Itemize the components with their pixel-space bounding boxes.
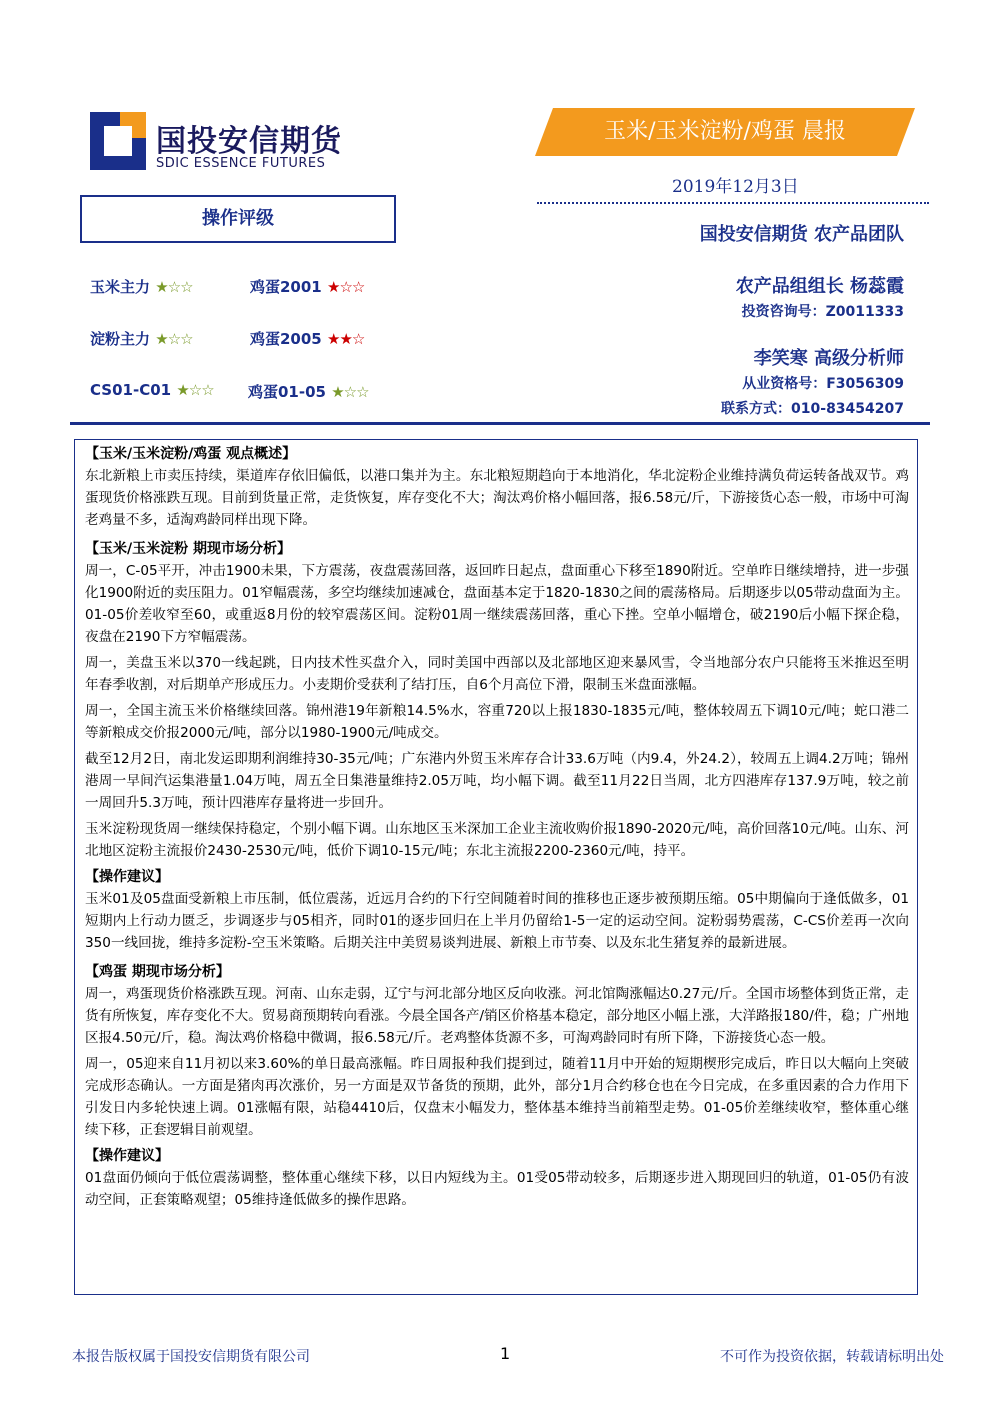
rating-item [90,381,214,399]
author-primary-cert: 投资咨询号：Z0011333 [741,304,904,320]
report-title: 玉米/玉米淀粉/鸡蛋 晨报 [604,119,846,144]
logo-mark-icon [90,112,146,170]
author-secondary-cert: 从业资格号：F3056309 [742,376,904,392]
star-empty-icon: ☆ [356,383,369,401]
report-content [74,439,918,1295]
paragraph: 玉米淀粉现货周一继续保持稳定，个别小幅下调。山东地区玉米深加工企业主流收购价报1890-2020元/吨，高价回落10元/吨。山东、河北地区淀粉主流报价2430-2530元/吨，低价下调10-15元/吨；东北主流报2200-2360元/吨，持平。 [85,821,909,859]
rating-label: 鸡蛋2005 [250,330,322,348]
paragraph: 周一，05迎来自11月初以来3.60%的单日最高涨幅。昨日周报种我们提到过，随着11月中开始的短期楔形完成后，昨日以大幅向上突破完成形态确认。一方面是猪肉再次涨价，另一方面是双节备货的预期，此外，部分1月合约移仓也在今日完成，在多重因素的合力作用下引发日内多轮快速上调。01涨幅有限，站稳4410后，仅盘末小幅发力，整体基本维持当前箱型走势。01-05价差继续收窄，整体重心继续下移，正套逻辑目前观望。 [85,1056,909,1138]
team-name: 国投安信期货 农产品团队 [699,224,904,245]
paragraph: 01盘面仍倾向于低位震荡调整，整体重心继续下移，以日内短线为主。01受05带动较多，后期逐步进入期现回归的轨道，01-05仍有波动空间，正套策略观望；05维持逢低做多的操作思路。 [85,1170,909,1208]
company-logo [90,112,350,182]
star-empty-icon: ☆ [180,330,193,348]
star-empty-icon: ☆ [343,383,357,401]
rating-stars [176,381,213,399]
star-filled-icon: ★ [155,330,168,348]
paragraph: 玉米01及05盘面受新粮上市压制，低位震荡，近远月合约的下行空间随着时间的推移也正逐步被预期压缩。05中期偏向于逢低做多，01短期内上行动力匮乏，步调逐步与05相齐，同时01的逐步回归在上半月仍留给1-5一定的运动空间。淀粉弱势震荡，C-CS价差再一次向350一线回拢，维持多淀粉-空玉米策略。后期关注中美贸易谈判进展、新粮上市节奏、以及东北生猪复养的最新进展。 [85,891,909,951]
dotted-divider [537,202,929,204]
star-empty-icon: ☆ [188,381,202,399]
rating-label: CS01-C01 [90,381,172,399]
paragraph: 周一，全国主流玉米价格继续回落。锦州港19年新粮14.5%水，容重720以上报1830-1835元/吨，整体较周五下调10元/吨；蛇口港二等新粮成交价报2000元/吨，部分以1980-1900元/吨成交。 [85,703,909,741]
section-title: 【操作建议】 [85,1148,169,1164]
star-filled-icon: ★ [326,330,340,348]
star-empty-icon: ☆ [180,278,193,296]
star-empty-icon: ☆ [201,381,214,399]
rating-item [90,276,193,297]
star-filled-icon: ★ [331,383,344,401]
report-title-banner [535,108,915,156]
rating-box: 操作评级 [80,195,396,243]
star-empty-icon: ☆ [339,278,352,296]
rating-item [250,276,364,297]
section-title: 【玉米/玉米淀粉 期现市场分析】 [85,541,291,557]
footer-copyright: 本报告版权属于国投安信期货有限公司 [72,1349,310,1365]
paragraph: 截至12月2日，南北发运即期利润维持30-35元/吨；广东港内外贸玉米库存合计33.6万吨（内9.4，外24.2），较周五上调4.2万吨；锦州港周一早间汽运集港量1.04万吨，周五全日集港量维持2.05万吨，均小幅下调。截至11月22日当周，北方四港库存137.9万吨，较之前一周回升5.3万吨，预计四港库存量将进一步回升。 [85,751,909,811]
brand-name-en: SDIC ESSENCE FUTURES [156,156,326,171]
paragraph: 周一，鸡蛋现货价格涨跌互现。河南、山东走弱，辽宁与河北部分地区反向收涨。河北馆陶涨幅达0.27元/斤。全国市场整体到货正常，走货有所恢复，库存变化不大。贸易商预期转向看涨。今晨全国各产/销区价格基本稳定，部分地区小幅上涨，大洋路报180/件，稳；广州地区报4.50元/斤，稳。淘汰鸡价格稳中微调，报6.58元/斤。老鸡整体货源不多，可淘鸡龄同时有所下降，下游接货心态一般。 [85,986,909,1046]
rating-label: 玉米主力 [90,278,151,296]
rating-stars [327,330,364,348]
rating-label: 鸡蛋2001 [250,278,322,296]
star-empty-icon: ☆ [167,278,181,296]
rating-stars [327,278,364,296]
header-divider [70,422,930,425]
star-filled-icon: ★ [176,381,189,399]
author-secondary: 李笑寒 高级分析师 [753,348,904,369]
rating-label: 淀粉主力 [90,330,151,348]
star-empty-icon: ☆ [167,330,181,348]
rating-stars [331,383,368,401]
rating-stars [155,278,192,296]
star-empty-icon: ☆ [351,278,365,296]
section-title: 【玉米/玉米淀粉/鸡蛋 观点概述】 [85,446,297,462]
rating-item [248,381,369,402]
report-date: 2019年12月3日 [672,177,799,197]
paragraph: 周一，C-05平开，冲击1900未果，下方震荡，夜盘震荡回落，返回昨日起点，盘面重心下移至1890附近。空单昨日继续增持，进一步强化1900附近的卖压阻力。01窄幅震荡，多空均继续加速减仓，盘面基本定于1820-1830之间的震荡格局。后期逐步以05带动盘面为主。01-05价差收窄至60，或重返8月份的较窄震荡区间。淀粉01周一继续震荡回落，重心下挫。空单小幅增仓，破2190后小幅下探企稳，夜盘在2190下方窄幅震荡。 [85,563,909,645]
footer-disclaimer: 不可作为投资依据，转载请标明出处 [720,1349,944,1365]
section-title: 【操作建议】 [85,869,169,885]
star-filled-icon: ★ [339,330,352,348]
section-title: 【鸡蛋 期现市场分析】 [85,964,230,980]
rating-label: 鸡蛋01-05 [248,383,326,401]
author-primary: 农产品组组长 杨蕊霞 [735,276,904,297]
contact-info: 联系方式：010-83454207 [721,401,904,417]
star-empty-icon: ☆ [351,330,365,348]
paragraph: 东北新粮上市卖压持续，渠道库存依旧偏低，以港口集并为主。东北粮短期趋向于本地消化，华北淀粉企业维持满负荷运转备战双节。鸡蛋现货价格涨跌互现。目前到货量正常，走货恢复，库存变化不大；淘汰鸡价格小幅回落，报6.58元/斤，下游接货心态一般，市场中可淘老鸡量不多，适淘鸡龄同样出现下降。 [85,468,909,528]
star-filled-icon: ★ [155,278,168,296]
star-filled-icon: ★ [326,278,340,296]
page-number: 1 [500,1344,511,1363]
rating-item [90,328,193,349]
paragraph: 周一，美盘玉米以370一线起跳，日内技术性买盘介入，同时美国中西部以及北部地区迎来暴风雪，令当地部分农户只能将玉米推迟至明年春季收割，对后期单产形成压力。小麦期价受获利了结打压，自6个月高位下滑，限制玉米盘面涨幅。 [85,655,909,693]
brand-name-cn: 国投安信期货 [156,124,342,159]
rating-item [250,328,364,349]
rating-stars [155,330,192,348]
